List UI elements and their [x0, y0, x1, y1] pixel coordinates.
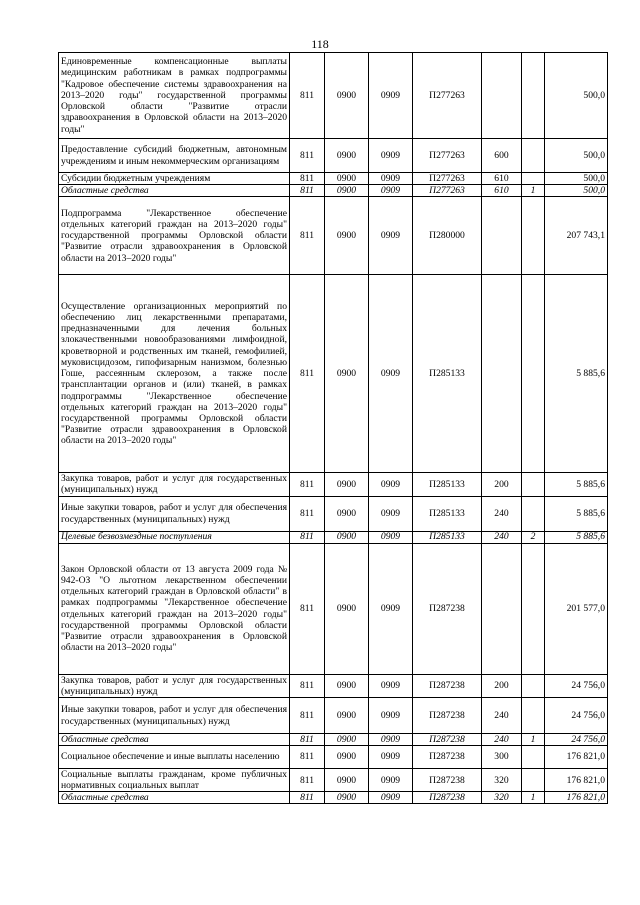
expense-name-cell: Целевые безвозмездные поступления: [59, 531, 290, 543]
amount-cell: 500,0: [545, 185, 608, 197]
subsection-code-cell: 0909: [369, 734, 413, 746]
target-article-cell: П287238: [413, 792, 482, 804]
ministry-code-cell: 811: [290, 139, 325, 173]
amount-cell: 24 756,0: [545, 698, 608, 734]
section-code-cell: 0900: [325, 792, 369, 804]
ministry-code-cell: 811: [290, 698, 325, 734]
target-article-cell: П277263: [413, 139, 482, 173]
table-row: [59, 473, 608, 496]
amount-cell: 201 577,0: [545, 543, 608, 674]
expense-name-cell: Подпрограмма "Лекарственное обеспечение отдельных категорий граждан на 2013–2020 годы" государственной программы Орловской области "Развитие отрасли здравоохранения в Орловской области на 2013–2020 годы": [59, 197, 290, 275]
table-row: [59, 53, 608, 139]
table-row: [59, 792, 608, 804]
subsection-code-cell: 0909: [369, 53, 413, 139]
table-row: [59, 173, 608, 185]
funding-source-cell: [522, 275, 545, 473]
funding-source-cell: [522, 698, 545, 734]
expense-name-cell: Социальное обеспечение и иные выплаты населению: [59, 746, 290, 769]
funding-source-cell: 1: [522, 734, 545, 746]
ministry-code-cell: 811: [290, 496, 325, 531]
amount-cell: 5 885,6: [545, 531, 608, 543]
expense-type-cell: [482, 275, 522, 473]
ministry-code-cell: 811: [290, 473, 325, 496]
amount-cell: 176 821,0: [545, 746, 608, 769]
subsection-code-cell: 0909: [369, 746, 413, 769]
amount-cell: 5 885,6: [545, 473, 608, 496]
expense-name-cell: Предоставление субсидий бюджетным, автономным учреждениям и иным некоммерческим организациям: [59, 139, 290, 173]
table-row: [59, 746, 608, 769]
amount-cell: 24 756,0: [545, 674, 608, 697]
expense-type-cell: 320: [482, 792, 522, 804]
funding-source-cell: [522, 746, 545, 769]
subsection-code-cell: 0909: [369, 792, 413, 804]
subsection-code-cell: 0909: [369, 769, 413, 792]
target-article-cell: П285133: [413, 531, 482, 543]
subsection-code-cell: 0909: [369, 173, 413, 185]
expense-name-cell: Областные средства: [59, 185, 290, 197]
funding-source-cell: [522, 173, 545, 185]
ministry-code-cell: 811: [290, 734, 325, 746]
subsection-code-cell: 0909: [369, 531, 413, 543]
expense-name-cell: Областные средства: [59, 734, 290, 746]
funding-source-cell: [522, 473, 545, 496]
budget-table: [58, 52, 608, 804]
ministry-code-cell: 811: [290, 531, 325, 543]
expense-type-cell: [482, 53, 522, 139]
expense-type-cell: 300: [482, 746, 522, 769]
expense-type-cell: 610: [482, 173, 522, 185]
expense-name-cell: Единовременные компенсационные выплаты медицинским работникам в рамках подпрограммы "Кадровое обеспечение системы здравоохранения на 2013–2020 годы" государственной программы Орловской области "Развитие отрасли здравоохранения в Орловской области на 2013–2020 годы": [59, 53, 290, 139]
subsection-code-cell: 0909: [369, 674, 413, 697]
section-code-cell: 0900: [325, 173, 369, 185]
section-code-cell: 0900: [325, 769, 369, 792]
expense-type-cell: [482, 197, 522, 275]
subsection-code-cell: 0909: [369, 275, 413, 473]
funding-source-cell: 2: [522, 531, 545, 543]
expense-type-cell: [482, 543, 522, 674]
section-code-cell: 0900: [325, 53, 369, 139]
expense-name-cell: Закон Орловской области от 13 августа 2009 года № 942-ОЗ "О льготном лекарственном обеспечении отдельных категорий граждан в Орловской области" в рамках подпрограммы "Лекарственное обеспечение отдельных категорий граждан на 2013–2020 годы" государственной программы Орловской области "Развитие отрасли здравоохранения в Орловской области на 2013–2020 годы": [59, 543, 290, 674]
ministry-code-cell: 811: [290, 53, 325, 139]
expense-type-cell: 200: [482, 674, 522, 697]
target-article-cell: П285133: [413, 473, 482, 496]
target-article-cell: П287238: [413, 674, 482, 697]
funding-source-cell: [522, 139, 545, 173]
funding-source-cell: 1: [522, 792, 545, 804]
funding-source-cell: [522, 543, 545, 674]
expense-type-cell: 200: [482, 473, 522, 496]
expense-name-cell: Социальные выплаты гражданам, кроме публичных нормативных социальных выплат: [59, 769, 290, 792]
target-article-cell: П285133: [413, 275, 482, 473]
subsection-code-cell: 0909: [369, 197, 413, 275]
section-code-cell: 0900: [325, 746, 369, 769]
amount-cell: 176 821,0: [545, 769, 608, 792]
target-article-cell: П287238: [413, 698, 482, 734]
table-row: [59, 769, 608, 792]
subsection-code-cell: 0909: [369, 698, 413, 734]
section-code-cell: 0900: [325, 275, 369, 473]
subsection-code-cell: 0909: [369, 473, 413, 496]
table-row: [59, 197, 608, 275]
funding-source-cell: 1: [522, 185, 545, 197]
subsection-code-cell: 0909: [369, 496, 413, 531]
funding-source-cell: [522, 496, 545, 531]
amount-cell: 500,0: [545, 139, 608, 173]
expense-type-cell: 610: [482, 185, 522, 197]
table-row: [59, 698, 608, 734]
section-code-cell: 0900: [325, 496, 369, 531]
ministry-code-cell: 811: [290, 792, 325, 804]
amount-cell: 5 885,6: [545, 496, 608, 531]
section-code-cell: 0900: [325, 197, 369, 275]
section-code-cell: 0900: [325, 543, 369, 674]
target-article-cell: П277263: [413, 173, 482, 185]
table-row: [59, 139, 608, 173]
section-code-cell: 0900: [325, 674, 369, 697]
ministry-code-cell: 811: [290, 769, 325, 792]
table-row: [59, 674, 608, 697]
expense-name-cell: Осуществление организационных мероприятий по обеспечению лиц лекарственными препаратами, предназначенными для лечения больных злокачественными новообразованиями лимфоидной, кроветворной и родственных им тканей, гемофилией, муковисцидозом, гипофизарным нанизмом, болезнью Гоше, рассеянным склерозом, а также после трансплантации органов и (или) тканей, в рамках подпрограммы "Лекарственное обеспечение отдельных категорий граждан на 2013–2020 годы" государственной программы Орловской области "Развитие отрасли здравоохранения в Орловской области на 2013–2020 годы": [59, 275, 290, 473]
expense-type-cell: 240: [482, 734, 522, 746]
target-article-cell: П277263: [413, 185, 482, 197]
expense-name-cell: Областные средства: [59, 792, 290, 804]
target-article-cell: П287238: [413, 734, 482, 746]
funding-source-cell: [522, 674, 545, 697]
ministry-code-cell: 811: [290, 746, 325, 769]
page-number: 118: [311, 37, 329, 51]
table-row: [59, 734, 608, 746]
expense-type-cell: 240: [482, 531, 522, 543]
table-row: [59, 185, 608, 197]
target-article-cell: П280000: [413, 197, 482, 275]
target-article-cell: П287238: [413, 769, 482, 792]
expense-name-cell: Иные закупки товаров, работ и услуг для обеспечения государственных (муниципальных) нужд: [59, 496, 290, 531]
table-row: [59, 496, 608, 531]
ministry-code-cell: 811: [290, 674, 325, 697]
section-code-cell: 0900: [325, 473, 369, 496]
expense-name-cell: Иные закупки товаров, работ и услуг для обеспечения государственных (муниципальных) нужд: [59, 698, 290, 734]
ministry-code-cell: 811: [290, 275, 325, 473]
expense-name-cell: Закупка товаров, работ и услуг для государственных (муниципальных) нужд: [59, 674, 290, 697]
expense-type-cell: 320: [482, 769, 522, 792]
amount-cell: 207 743,1: [545, 197, 608, 275]
amount-cell: 176 821,0: [545, 792, 608, 804]
expense-type-cell: 240: [482, 698, 522, 734]
subsection-code-cell: 0909: [369, 543, 413, 674]
subsection-code-cell: 0909: [369, 139, 413, 173]
target-article-cell: П287238: [413, 746, 482, 769]
section-code-cell: 0900: [325, 531, 369, 543]
amount-cell: 500,0: [545, 53, 608, 139]
section-code-cell: 0900: [325, 734, 369, 746]
funding-source-cell: [522, 197, 545, 275]
section-code-cell: 0900: [325, 698, 369, 734]
section-code-cell: 0900: [325, 185, 369, 197]
amount-cell: 500,0: [545, 173, 608, 185]
subsection-code-cell: 0909: [369, 185, 413, 197]
funding-source-cell: [522, 769, 545, 792]
ministry-code-cell: 811: [290, 543, 325, 674]
ministry-code-cell: 811: [290, 173, 325, 185]
table-row: [59, 275, 608, 473]
ministry-code-cell: 811: [290, 197, 325, 275]
table-row: [59, 531, 608, 543]
amount-cell: 24 756,0: [545, 734, 608, 746]
section-code-cell: 0900: [325, 139, 369, 173]
target-article-cell: П277263: [413, 53, 482, 139]
target-article-cell: П285133: [413, 496, 482, 531]
expense-name-cell: Закупка товаров, работ и услуг для государственных (муниципальных) нужд: [59, 473, 290, 496]
target-article-cell: П287238: [413, 543, 482, 674]
table-row: [59, 543, 608, 674]
ministry-code-cell: 811: [290, 185, 325, 197]
amount-cell: 5 885,6: [545, 275, 608, 473]
expense-type-cell: 600: [482, 139, 522, 173]
expense-type-cell: 240: [482, 496, 522, 531]
funding-source-cell: [522, 53, 545, 139]
expense-name-cell: Субсидии бюджетным учреждениям: [59, 173, 290, 185]
